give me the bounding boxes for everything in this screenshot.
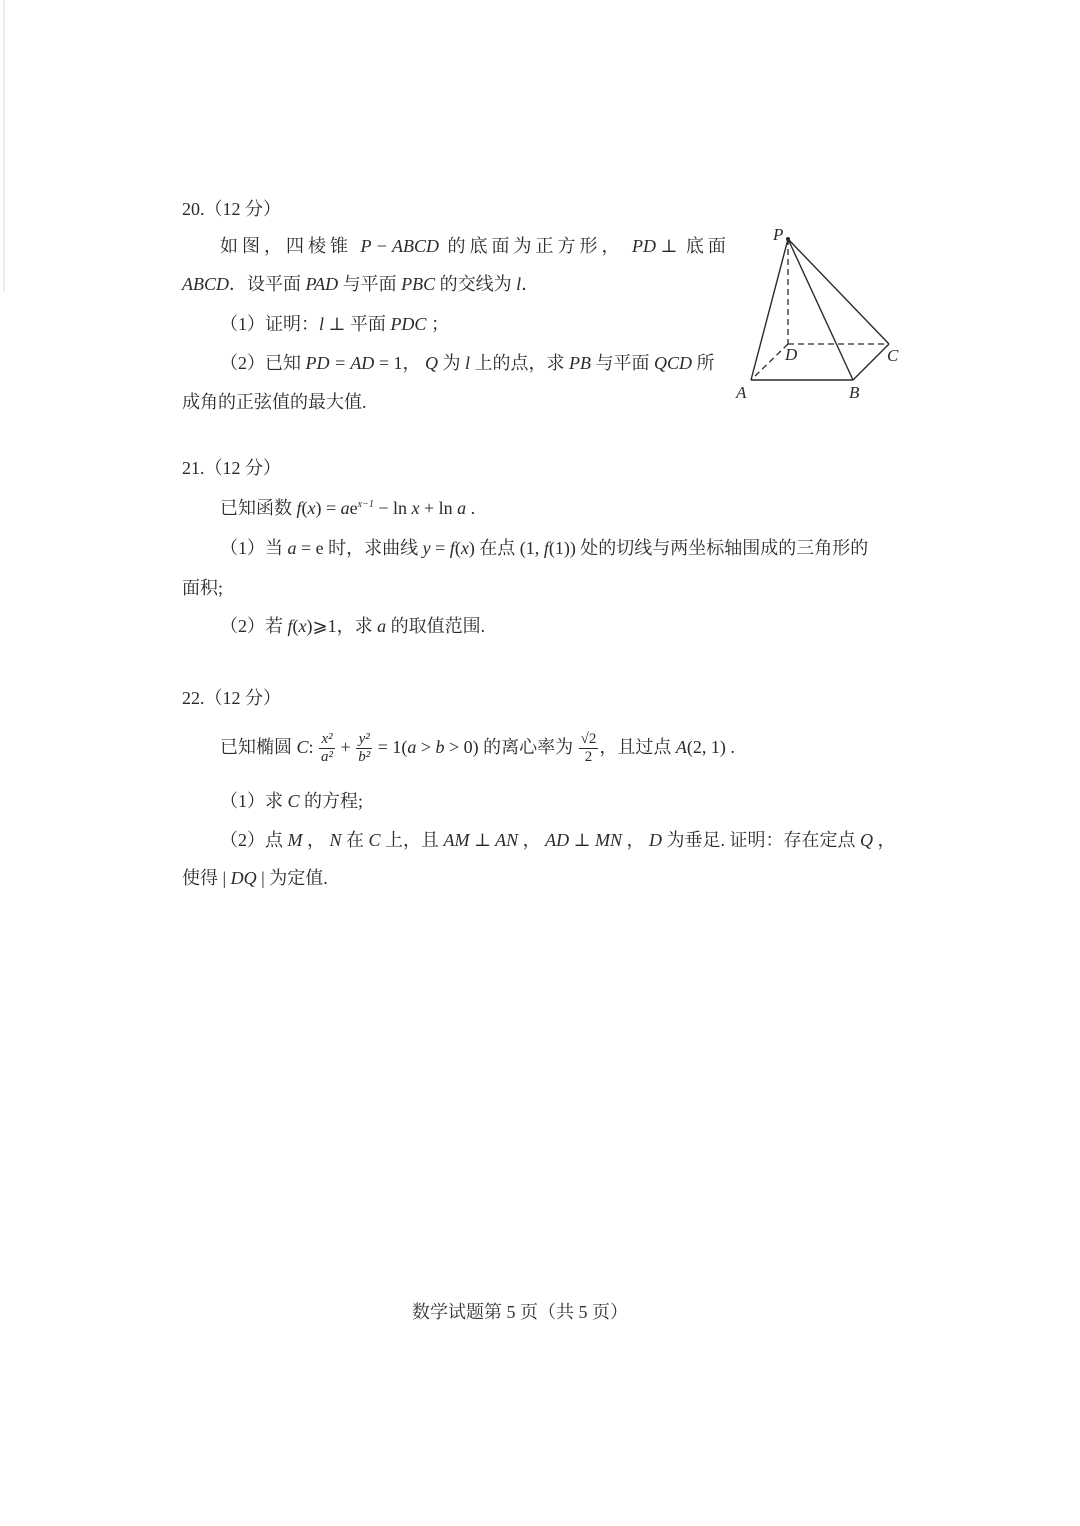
fraction-y2-b2 bbox=[356, 731, 372, 766]
problem-20-part2 bbox=[220, 352, 715, 374]
pyramid-diagram bbox=[730, 215, 920, 410]
math: C bbox=[287, 791, 300, 811]
math: y bbox=[422, 538, 431, 558]
text: 已知函数 bbox=[220, 498, 297, 518]
text: > 0) 的离心率为 bbox=[444, 737, 578, 757]
text: ． bbox=[521, 274, 540, 294]
text: 使得 | bbox=[182, 868, 231, 888]
problem-number: 22. bbox=[182, 688, 205, 708]
math: DQ bbox=[230, 868, 257, 888]
math: a bbox=[287, 538, 297, 558]
math: PAD bbox=[305, 274, 339, 294]
fraction-sqrt2-2 bbox=[579, 731, 599, 766]
math: PB bbox=[568, 353, 591, 373]
text: 与平面 bbox=[590, 353, 654, 373]
math: PD ⊥ bbox=[632, 236, 678, 256]
problem-number: 21. bbox=[182, 458, 205, 478]
math: f bbox=[296, 498, 302, 518]
problem-21-stem bbox=[220, 497, 475, 519]
text: 在 bbox=[341, 830, 369, 850]
math: Q bbox=[860, 830, 874, 850]
text: 所 bbox=[692, 353, 715, 373]
text: 成角的正弦值的最大值. bbox=[182, 392, 367, 412]
text: ， bbox=[518, 830, 546, 850]
problem-20-part1 bbox=[220, 313, 449, 335]
problem-22-heading bbox=[182, 687, 281, 709]
math: l bbox=[464, 353, 470, 373]
text: （1）证明： bbox=[220, 314, 319, 334]
text: ， bbox=[622, 830, 650, 850]
text: 面积; bbox=[182, 578, 224, 598]
math: f bbox=[449, 538, 455, 558]
fraction-x2-a2 bbox=[319, 731, 335, 766]
math: l ⊥ bbox=[319, 314, 346, 334]
math: = 1( bbox=[373, 737, 408, 757]
text: ，且过点 bbox=[599, 737, 676, 757]
math: l bbox=[516, 274, 522, 294]
scan-edge-line bbox=[3, 0, 5, 292]
math: AD ⊥ MN bbox=[545, 830, 623, 850]
math: = bbox=[430, 538, 450, 558]
text: 如图，四棱锥 bbox=[220, 236, 361, 256]
label-p: P bbox=[773, 225, 784, 244]
numerator: √2 bbox=[580, 731, 597, 748]
math: x bbox=[307, 498, 316, 518]
problem-22-part2 bbox=[220, 829, 896, 851]
math: PBC bbox=[401, 274, 436, 294]
numerator: y² bbox=[356, 731, 372, 749]
text: ， bbox=[302, 830, 330, 850]
problem-22-part2-line2 bbox=[182, 867, 328, 889]
denominator: 2 bbox=[584, 749, 593, 766]
denominator: a² bbox=[321, 749, 334, 766]
problem-21-part1 bbox=[220, 537, 868, 559]
math: ( bbox=[454, 538, 461, 558]
problem-points: （12 分） bbox=[204, 199, 281, 219]
math: N bbox=[329, 830, 342, 850]
math: P − ABCD bbox=[360, 236, 439, 256]
pyramid-edges bbox=[751, 239, 889, 380]
text: 上，且 bbox=[380, 830, 444, 850]
label-c: C bbox=[887, 346, 899, 365]
label-b: B bbox=[849, 383, 860, 402]
math: a bbox=[407, 737, 417, 757]
label-d: D bbox=[785, 345, 798, 364]
math: x bbox=[298, 616, 307, 636]
problem-21-part1-line2 bbox=[182, 577, 223, 599]
text: （2）点 bbox=[220, 830, 288, 850]
problem-points: （12 分） bbox=[204, 458, 281, 478]
page-footer: 数学试题第 5 页（共 5 页） bbox=[412, 1302, 628, 1322]
math: : bbox=[308, 737, 319, 757]
text: （1）求 bbox=[220, 791, 288, 811]
math: ) = bbox=[315, 498, 341, 518]
math: D bbox=[649, 830, 663, 850]
math: ( bbox=[301, 498, 308, 518]
problem-20-stem-line2 bbox=[182, 273, 539, 295]
problem-number: 20. bbox=[182, 199, 205, 219]
text: = e 时，求曲线 bbox=[296, 538, 423, 558]
math: PD = AD bbox=[305, 353, 375, 373]
text: ．设平面 bbox=[229, 274, 306, 294]
math: + bbox=[336, 737, 356, 757]
text: (1)) 处的切线与两坐标轴围成的三角形的 bbox=[548, 538, 869, 558]
denominator: b² bbox=[358, 749, 371, 766]
text: 的方程; bbox=[299, 791, 364, 811]
text: ) 在点 (1, bbox=[468, 538, 544, 558]
math: b bbox=[435, 737, 445, 757]
text: 平面 bbox=[345, 314, 391, 334]
math: C bbox=[296, 737, 309, 757]
math: x bbox=[411, 498, 420, 518]
math: f bbox=[543, 538, 549, 558]
math: (2, 1) . bbox=[686, 737, 735, 757]
text: 为 bbox=[437, 353, 465, 373]
math: M bbox=[287, 830, 303, 850]
math: a bbox=[340, 498, 350, 518]
math: ( bbox=[292, 616, 299, 636]
text: 的底面为正方形， bbox=[439, 236, 632, 256]
math: C bbox=[368, 830, 381, 850]
text: ， bbox=[873, 830, 896, 850]
text: 为垂足. 证明：存在定点 bbox=[662, 830, 861, 850]
problem-points: （12 分） bbox=[204, 688, 281, 708]
problem-22-part1 bbox=[220, 790, 363, 812]
numerator: x² bbox=[319, 731, 335, 749]
math: f bbox=[287, 616, 293, 636]
problem-20-heading bbox=[182, 198, 281, 220]
text: | 为定值. bbox=[256, 868, 328, 888]
math: x bbox=[460, 538, 469, 558]
text: )⩾1，求 bbox=[306, 616, 378, 636]
text: （2）已知 bbox=[220, 353, 306, 373]
math: QCD bbox=[653, 353, 692, 373]
math: − ln bbox=[373, 498, 412, 518]
text: = 1， bbox=[374, 353, 425, 373]
problem-20-part2-line2 bbox=[182, 391, 367, 413]
problem-22-stem bbox=[220, 729, 735, 766]
text: 已知椭圆 bbox=[220, 737, 297, 757]
apex-point bbox=[786, 237, 790, 241]
text: 底面 bbox=[677, 236, 730, 256]
exponent: x−1 bbox=[357, 499, 374, 510]
math: e bbox=[349, 498, 358, 518]
problem-21-part2 bbox=[220, 615, 485, 637]
math: Q bbox=[424, 353, 438, 373]
math: AM ⊥ AN bbox=[443, 830, 519, 850]
text: 上的点，求 bbox=[469, 353, 569, 373]
text: ； bbox=[426, 314, 449, 334]
math: a bbox=[457, 498, 467, 518]
problem-20-stem-line1 bbox=[220, 235, 730, 257]
text: （2）若 bbox=[220, 616, 288, 636]
math: PDC bbox=[390, 314, 427, 334]
math: + ln bbox=[419, 498, 458, 518]
text: 与平面 bbox=[338, 274, 402, 294]
label-a: A bbox=[736, 383, 747, 402]
text: 的取值范围. bbox=[386, 616, 486, 636]
text: （1）当 bbox=[220, 538, 288, 558]
math: ABCD bbox=[182, 274, 229, 294]
text: . bbox=[466, 498, 476, 518]
problem-21-heading bbox=[182, 457, 281, 479]
text: 的交线为 bbox=[435, 274, 517, 294]
math: A bbox=[675, 737, 687, 757]
math: a bbox=[377, 616, 387, 636]
math: > bbox=[416, 737, 436, 757]
